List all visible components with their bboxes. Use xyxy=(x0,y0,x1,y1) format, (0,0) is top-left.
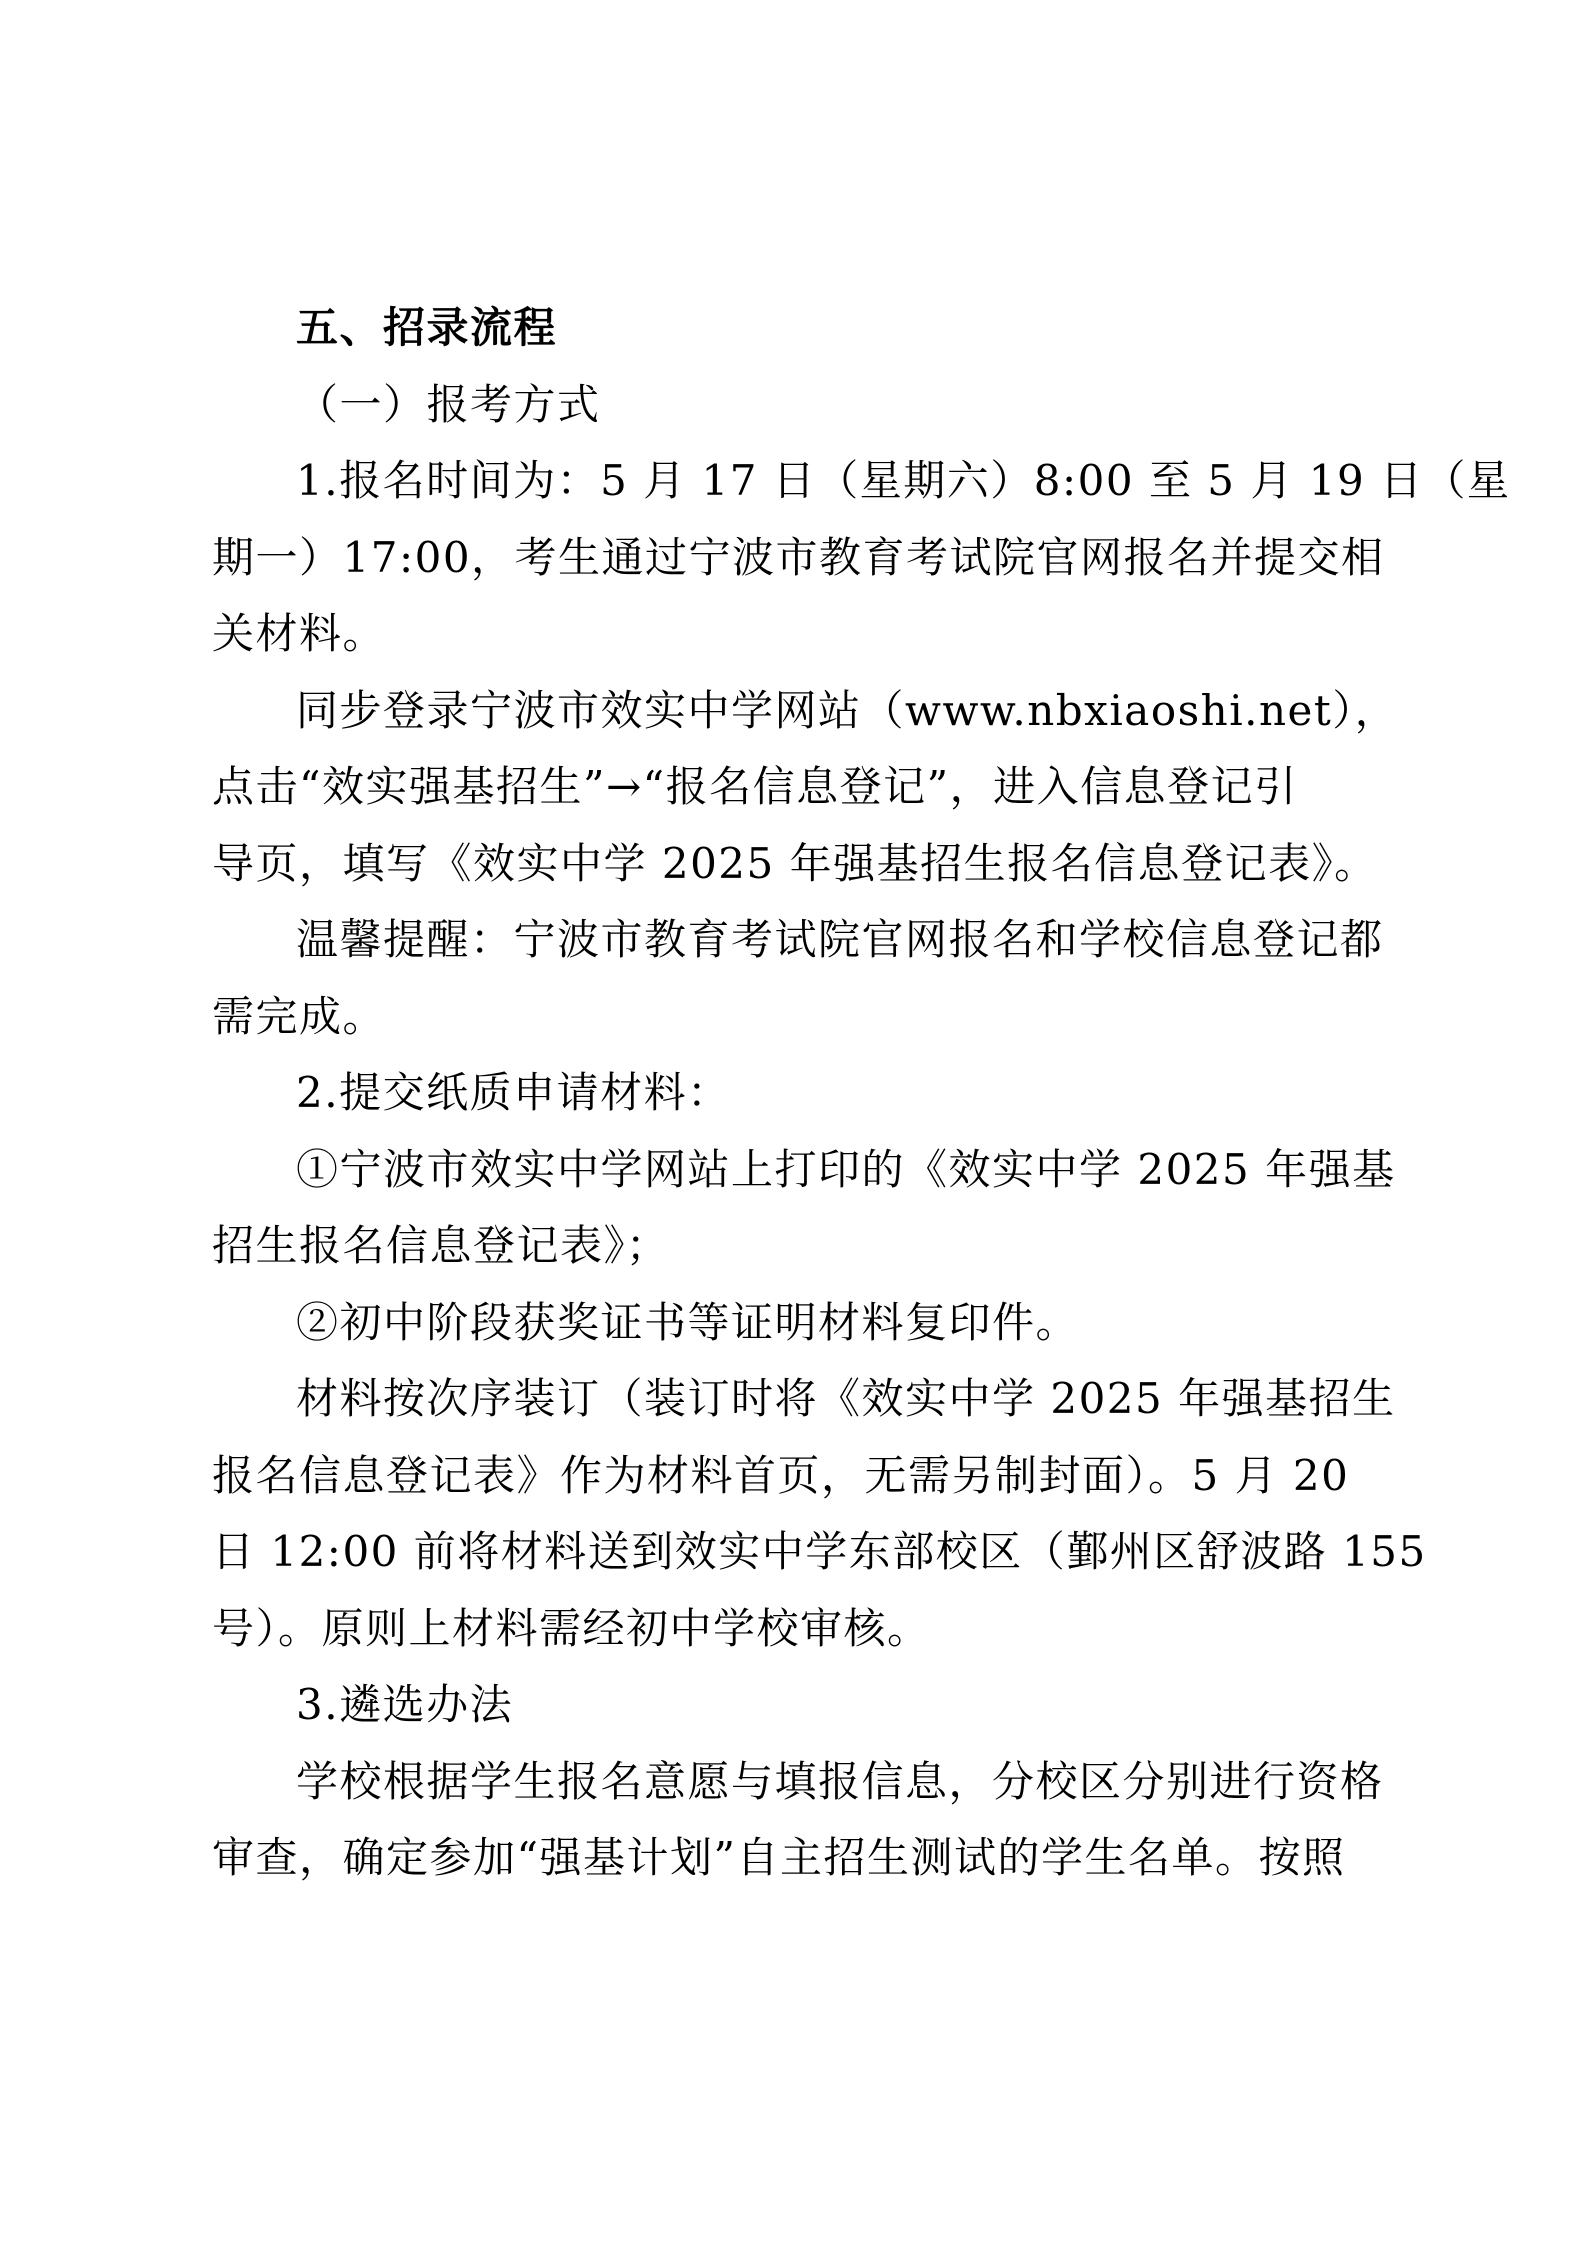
paragraph xyxy=(212,443,1511,673)
text-line: 温馨提醒：宁波市教育考试院官网报名和学校信息登记都 xyxy=(296,915,1384,964)
text-line: 需完成。 xyxy=(212,991,387,1041)
text-line: ①宁波市效实中学网站上打印的《效实中学 2025 年强基 xyxy=(296,1144,1396,1194)
paragraph xyxy=(212,1667,1382,1744)
text-line: 招生报名信息登记表》； xyxy=(212,1221,670,1270)
paragraph xyxy=(212,902,1382,1055)
text-line: 1.报名时间为：5 月 17 日（星期六）8:00 至 5 月 19 日（星 xyxy=(296,456,1511,505)
text-line: ②初中阶段获奖证书等证明材料复印件。 xyxy=(296,1297,1080,1347)
text-line: 日 12:00 前将材料送到效实中学东部校区（鄞州区舒波路 155 xyxy=(212,1527,1427,1576)
text-line: 号）。原则上材料需经初中学校审核。 xyxy=(212,1603,931,1653)
text-line: 2.提交纸质申请材料： xyxy=(296,1068,731,1117)
section-heading xyxy=(212,290,1382,367)
paragraph xyxy=(212,367,1382,444)
text-line: 导页，填写《效实中学 2025 年强基招生报名信息登记表》。 xyxy=(212,838,1378,888)
document-body xyxy=(212,290,1511,1897)
text-line: 学校根据学生报名意愿与填报信息，分校区分别进行资格 xyxy=(296,1756,1384,1806)
text-line: 点击“效实强基招生”→“报名信息登记”，进入信息登记引 xyxy=(212,762,1298,811)
paragraph xyxy=(212,1361,1427,1667)
paragraph xyxy=(212,1285,1382,1362)
text-line: （一）报考方式 xyxy=(296,379,601,429)
paragraph xyxy=(212,1132,1396,1285)
text-line: 审查，确定参加“强基计划”自主招生测试的学生名单。按照 xyxy=(212,1833,1346,1882)
text-line: 同步登录宁波市效实中学网站（www.nbxiaoshi.net）， xyxy=(296,685,1399,735)
paragraph xyxy=(212,1744,1382,1897)
text-line: 期一）17:00，考生通过宁波市教育考试院官网报名并提交相 xyxy=(212,532,1385,582)
text-line: 五、招录流程 xyxy=(296,303,558,352)
paragraph xyxy=(212,1055,1382,1132)
text-line: 3.遴选办法 xyxy=(296,1680,514,1729)
paragraph xyxy=(212,673,1399,903)
text-line: 报名信息登记表》作为材料首页，无需另制封面）。5 月 20 xyxy=(212,1450,1350,1500)
text-line: 关材料。 xyxy=(212,609,387,658)
text-line: 材料按次序装订（装订时将《效实中学 2025 年强基招生 xyxy=(296,1374,1396,1423)
